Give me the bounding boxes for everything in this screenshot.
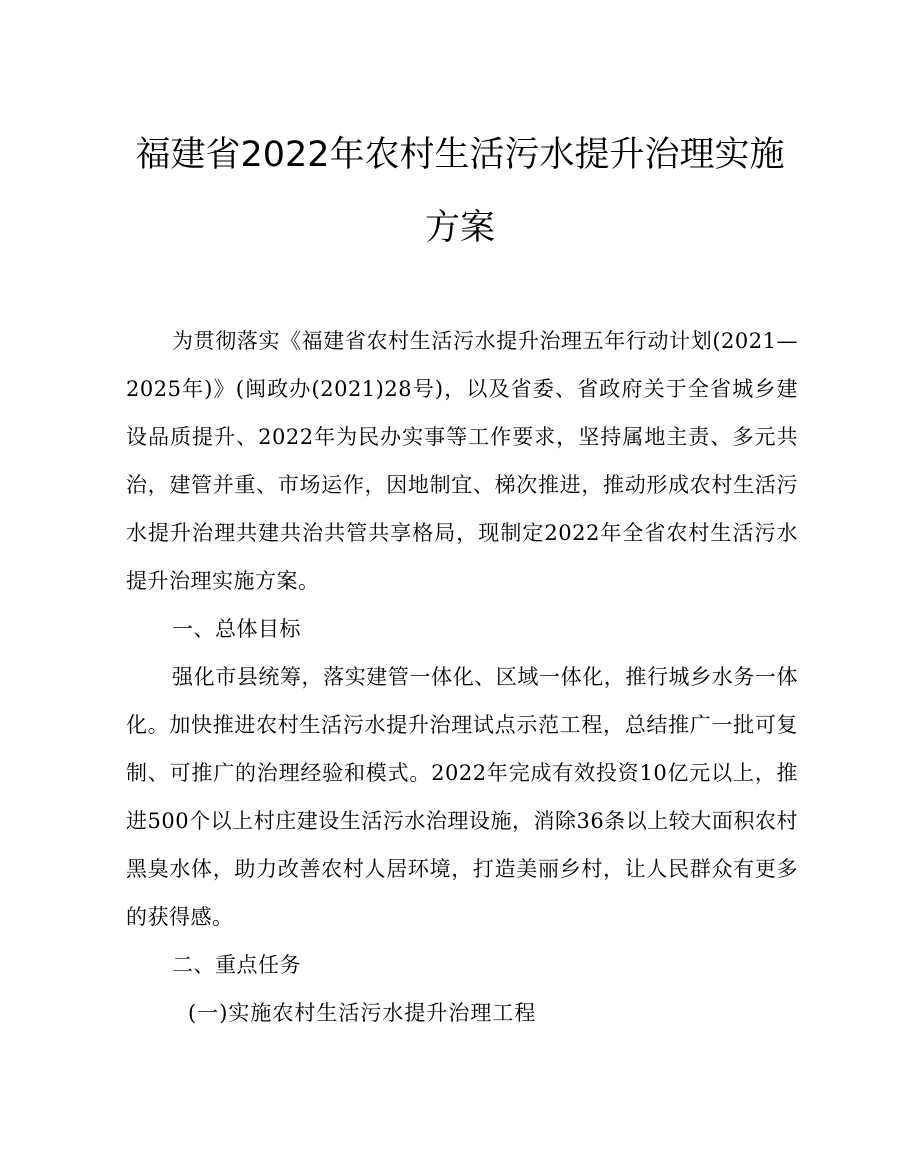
overall-goals-paragraph: 强化市县统筹，落实建管一体化、区域一体化，推行城乡水务一体化。加快推进农村生活污水提升治理试点示范工程，总结推广一批可复制、可推广的治理经验和模式。2022年完成有效投资10亿元以上，推进500个以上村庄建设生活污水治理设施，消除36条以上较大面积农村黑臭水体，助力改善农村人居环境，打造美丽乡村，让人民群众有更多的获得感。 [126,665,798,929]
section-heading-overall-goals: 一、总体目标 [172,617,301,641]
document-title-line-2: 方案 [424,208,495,248]
document-title-line-1: 福建省2022年农村生活污水提升治理实施 [135,135,785,175]
subsection-heading-sewage-project: (一)实施农村生活污水提升治理工程 [188,1001,537,1025]
intro-paragraph: 为贯彻落实《福建省农村生活污水提升治理五年行动计划(2021—2025年)》(闽政办(2021)28号)，以及省委、省政府关于全省城乡建设品质提升、2022年为民办实事等工作要求，坚持属地主责、多元共治，建管并重、市场运作，因地制宜、梯次推进，推动形成农村生活污水提升治理共建共治共管共享格局，现制定2022年全省农村生活污水提升治理实施方案。 [126,329,798,593]
section-heading-key-tasks: 二、重点任务 [172,953,301,977]
